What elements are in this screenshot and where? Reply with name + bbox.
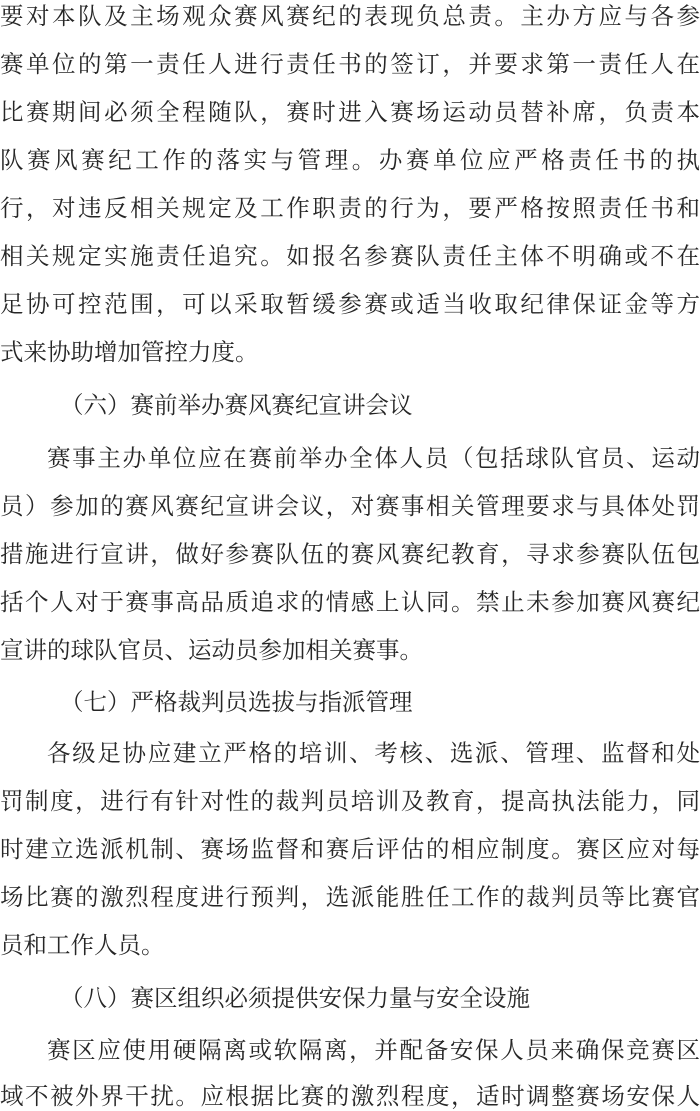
paragraph-line: 比赛期间必须全程随队，赛时进入赛场运动员替补席，负责本 [0,98,700,126]
paragraph-line: 员）参加的赛风赛纪宣讲会议，对赛事相关管理要求与具体处罚 [0,492,700,520]
paragraph-line: 队赛风赛纪工作的落实与管理。办赛单位应严格责任书的执 [0,146,700,174]
paragraph-line: 赛事主办单位应在赛前举办全体人员（包括球队官员、运动 [47,444,700,472]
paragraph-line: 罚制度，进行有针对性的裁判员培训及教育，提高执法能力，同 [0,787,700,815]
paragraph-line: 域不被外界干扰。应根据比赛的激烈程度，适时调整赛场安保人 [0,1082,700,1110]
paragraph-line: 相关规定实施责任追究。如报名参赛队责任主体不明确或不在 [0,242,700,270]
paragraph-line: 场比赛的激烈程度进行预判，选派能胜任工作的裁判员等比赛官 [0,883,700,911]
paragraph-line: 式来协助增加管控力度。 [0,338,259,366]
paragraph-line: 要对本队及主场观众赛风赛纪的表现负总责。主办方应与各参 [0,2,700,30]
paragraph-line: 各级足协应建立严格的培训、考核、选派、管理、监督和处 [47,739,700,767]
paragraph-line: 员和工作人员。 [0,931,165,959]
section-heading: （七）严格裁判员选拔与指派管理 [60,688,413,716]
paragraph-line: 时建立选派机制、赛场监督和赛后评估的相应制度。赛区应对每 [0,835,700,863]
paragraph-line: 宣讲的球队官员、运动员参加相关赛事。 [0,636,423,664]
paragraph-line: 括个人对于赛事高品质追求的情感上认同。禁止未参加赛风赛纪 [0,588,700,616]
section-heading: （六）赛前举办赛风赛纪宣讲会议 [60,391,413,419]
paragraph-line: 赛区应使用硬隔离或软隔离，并配备安保人员来确保竞赛区 [47,1036,700,1064]
paragraph-line: 行，对违反相关规定及工作职责的行为，要严格按照责任书和 [0,194,700,222]
paragraph-line: 足协可控范围，可以采取暂缓参赛或适当收取纪律保证金等方 [0,290,700,318]
paragraph-line: 措施进行宣讲，做好参赛队伍的赛风赛纪教育，寻求参赛队伍包 [0,540,700,568]
section-heading: （八）赛区组织必须提供安保力量与安全设施 [60,984,530,1012]
paragraph-line: 赛单位的第一责任人进行责任书的签订，并要求第一责任人在 [0,50,700,78]
